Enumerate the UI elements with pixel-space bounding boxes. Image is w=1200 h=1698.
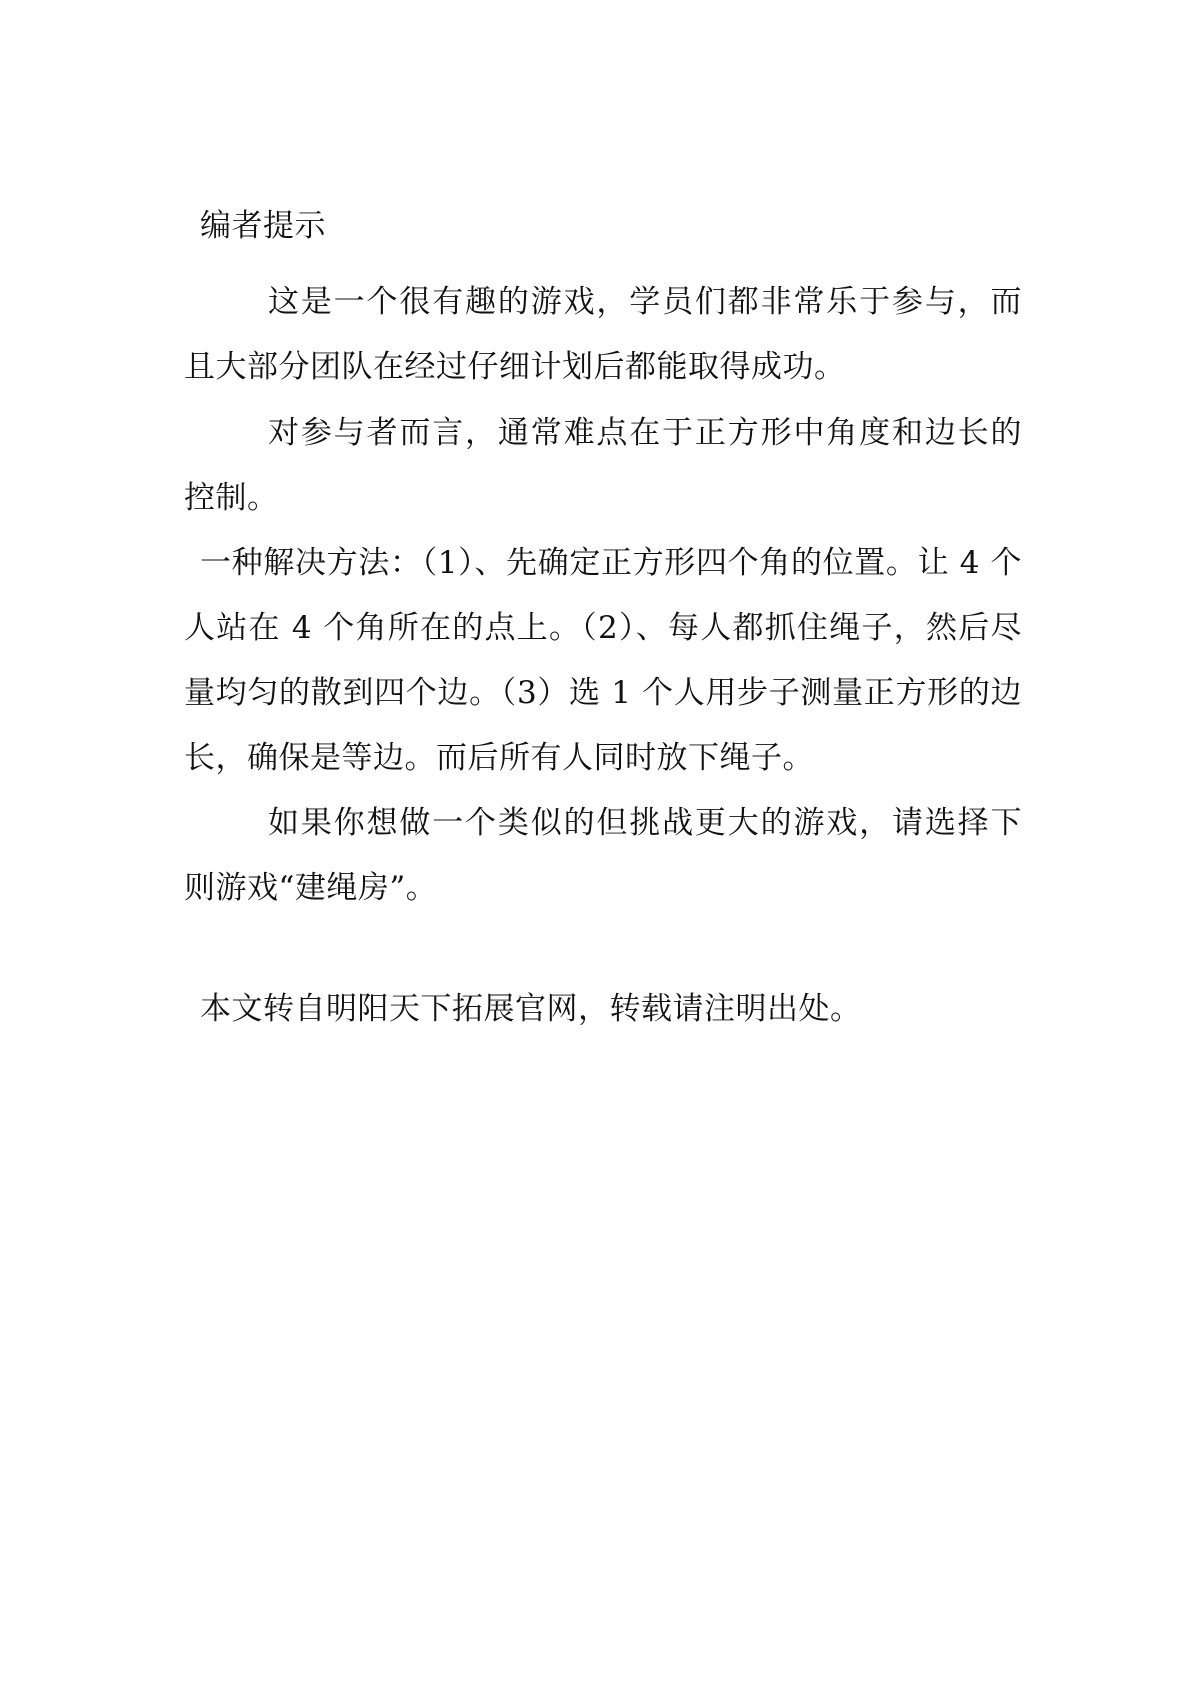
paragraph-4-line-2: 则游戏“建绳房”。 (184, 870, 438, 906)
paragraph-2-line-1: 对参与者而言，通常难点在于正方形中角度和边长的 (268, 415, 1022, 451)
paragraph-2-line-2: 控制。 (184, 480, 279, 516)
paragraph-3-line-1: 一种解决方法：（1）、先确定正方形四个角的位置。让 4 个 (200, 545, 1022, 581)
paragraph-3-line-3: 量均匀的散到四个边。（3）选 1 个人用步子测量正方形的边 (184, 675, 1022, 711)
section-heading: 编者提示 (200, 208, 326, 244)
paragraph-4-line-1: 如果你想做一个类似的但挑战更大的游戏，请选择下 (268, 805, 1022, 841)
paragraph-1-line-2: 且大部分团队在经过仔细计划后都能取得成功。 (184, 349, 846, 385)
paragraph-1-line-1: 这是一个很有趣的游戏，学员们都非常乐于参与，而 (268, 284, 1022, 320)
paragraph-3-line-4: 长，确保是等边。而后所有人同时放下绳子。 (184, 740, 814, 776)
footer-note: 本文转自明阳天下拓展官网，转载请注明出处。 (200, 991, 862, 1027)
paragraph-3-line-2: 人站在 4 个角所在的点上。（2）、每人都抓住绳子，然后尽 (184, 610, 1022, 646)
